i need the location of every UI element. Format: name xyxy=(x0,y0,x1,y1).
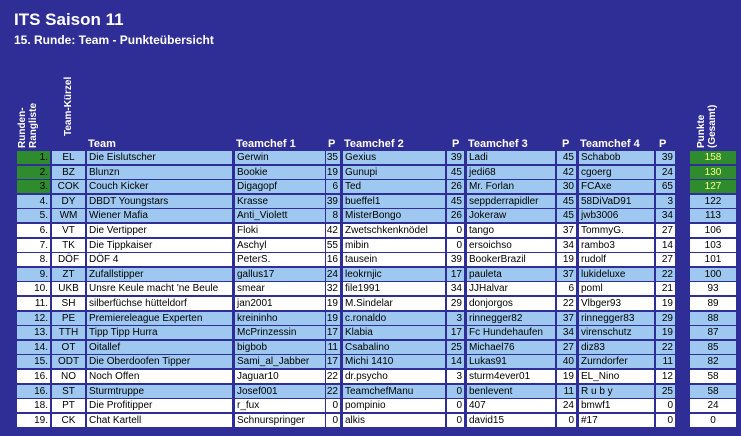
team-cell: Chat Kartell xyxy=(87,414,232,427)
teamchef1-cell: Digagopf xyxy=(235,180,325,193)
team-cell: Zufallstipper xyxy=(87,268,232,281)
team-cell: Die Eislutscher xyxy=(87,151,232,164)
p3-cell: 37 xyxy=(557,224,576,237)
p3-cell: 45 xyxy=(557,209,576,222)
code-cell: SH xyxy=(52,297,85,310)
teamchef1-cell: PeterS. xyxy=(235,253,325,266)
teamchef2-cell: mibin xyxy=(343,239,445,252)
p2-cell: 26 xyxy=(447,180,464,193)
teamchef1-cell: r_fux xyxy=(235,399,325,412)
total-cell: 101 xyxy=(690,253,736,266)
teamchef3-cell: benlevent xyxy=(467,385,555,398)
teamchef4-cell: Vlbger93 xyxy=(579,297,654,310)
code-cell: CK xyxy=(52,414,85,427)
total-cell: 103 xyxy=(690,239,736,252)
teamchef3-cell: 407 xyxy=(467,399,555,412)
teamchef2-cell: MisterBongo xyxy=(343,209,445,222)
teamchef2-cell: TeamchefManu xyxy=(343,385,445,398)
teamchef1-cell: Josef001 xyxy=(235,385,325,398)
p1-cell: 22 xyxy=(326,386,338,397)
p1-cell: 11 xyxy=(327,342,338,353)
header-p1: P xyxy=(328,138,336,150)
total-cell: 158 xyxy=(690,151,736,164)
teamchef2-cell: M.Sindelar xyxy=(343,297,445,310)
p2-cell: 14 xyxy=(447,355,464,368)
p2-cell: 0 xyxy=(447,385,464,398)
total-cell: 113 xyxy=(690,209,736,222)
team-cell: Unsre Keule macht 'ne Beule xyxy=(87,282,232,295)
total-cell: 58 xyxy=(690,370,736,383)
teamchef2-cell: Ted xyxy=(343,180,445,193)
teamchef4-cell: lukideluxe xyxy=(579,268,654,281)
rank-cell: 10. xyxy=(17,282,50,295)
teamchef4-cell: jwb3006 xyxy=(579,209,654,222)
header-tc3: Teamchef 3 xyxy=(468,138,528,150)
p4-cell: 65 xyxy=(656,180,675,193)
p1-cell: 16 xyxy=(326,254,338,265)
code-cell: EL xyxy=(52,151,85,164)
p3-cell: 45 xyxy=(557,195,576,208)
header-p2: P xyxy=(452,138,460,150)
p1-cell: 55 xyxy=(326,240,338,251)
teamchef1-cell: Sami_al_Jabber xyxy=(235,355,325,368)
p4-cell: 39 xyxy=(656,151,675,164)
teamchef3-cell: Michael76 xyxy=(467,341,555,354)
rank-cell: 9. xyxy=(17,268,50,281)
code-cell: DÖF xyxy=(52,253,85,266)
rank-cell: 3. xyxy=(17,180,50,193)
team-cell: Die Tippkaiser xyxy=(87,239,232,252)
teamchef1-cell: Bookie xyxy=(235,166,325,179)
teamchef4-cell: rambo3 xyxy=(579,239,654,252)
p3-cell: 30 xyxy=(557,180,576,193)
total-cell: 88 xyxy=(690,312,736,325)
p4-cell: 3 xyxy=(656,195,675,208)
teamchef3-cell: rinnegger82 xyxy=(467,312,555,325)
p2-cell: 45 xyxy=(447,195,464,208)
header-total: Punkte (Gesamt) xyxy=(696,104,718,148)
teamchef1-cell: McPrinzessin xyxy=(235,326,325,339)
p2-cell: 29 xyxy=(447,297,464,310)
p4-cell: 25 xyxy=(656,385,675,398)
teamchef1-cell: Floki xyxy=(235,224,325,237)
teamchef2-cell: bueffel1 xyxy=(343,195,445,208)
teamchef4-cell: Schabob xyxy=(579,151,654,164)
rank-cell: 12. xyxy=(17,312,50,325)
teamchef2-cell: Csabalino xyxy=(343,341,445,354)
teamchef3-cell: Mr. Forlan xyxy=(467,180,555,193)
teamchef1-cell: smear xyxy=(235,282,325,295)
teamchef2-cell: alkis xyxy=(343,414,445,427)
teamchef1-cell: Aschyl xyxy=(235,239,325,252)
team-cell: Premiereleague Experten xyxy=(87,312,232,325)
team-cell: Die Profitipper xyxy=(87,399,232,412)
p1-cell: 8 xyxy=(326,209,340,222)
team-cell: DÖF 4 xyxy=(87,253,232,266)
header-p3: P xyxy=(562,138,570,150)
code-cell: TK xyxy=(52,239,85,252)
p4-cell: 21 xyxy=(656,282,675,295)
code-cell: COK xyxy=(52,180,85,193)
teamchef3-cell: pauleta xyxy=(467,268,555,281)
total-cell: 127 xyxy=(690,180,736,193)
p1-cell: 6 xyxy=(326,180,340,193)
teamchef4-cell: rudolf xyxy=(579,253,654,266)
teamchef3-cell: sturm4ever01 xyxy=(467,370,555,383)
teamchef4-cell: EL_Nino xyxy=(579,370,654,383)
team-cell: silberfüchse hütteldorf xyxy=(87,297,232,310)
total-cell: 93 xyxy=(690,282,736,295)
teamchef3-cell: BookerBrazil xyxy=(467,253,555,266)
rank-cell: 18. xyxy=(17,399,50,412)
header-kuerzel: Team-Kürzel xyxy=(63,76,74,136)
teamchef3-cell: donjorgos xyxy=(467,297,555,310)
teamchef3-cell: Lukas91 xyxy=(467,355,555,368)
p4-cell: 19 xyxy=(656,326,675,339)
p2-cell: 34 xyxy=(447,282,464,295)
teamchef2-cell: Gexius xyxy=(343,151,445,164)
header-rank: Runden-Rangliste xyxy=(17,102,39,148)
teamchef4-cell: TommyG. xyxy=(579,224,654,237)
p4-cell: 27 xyxy=(656,224,675,237)
p4-cell: 11 xyxy=(656,355,675,368)
total-cell: 130 xyxy=(690,166,736,179)
teamchef1-cell: Gerwin xyxy=(235,151,325,164)
team-cell: Die Vertipper xyxy=(87,224,232,237)
teamchef3-cell: Fc Hundehaufen xyxy=(467,326,555,339)
rank-cell: 7. xyxy=(17,239,50,252)
code-cell: NO xyxy=(52,370,85,383)
p3-cell: 24 xyxy=(557,399,576,412)
p4-cell: 12 xyxy=(656,370,675,383)
total-cell: 0 xyxy=(690,414,736,427)
teamchef1-cell: Jaguar10 xyxy=(235,370,325,383)
p2-cell: 17 xyxy=(447,268,464,281)
teamchef2-cell: Gunupi xyxy=(343,166,445,179)
rank-cell: 1. xyxy=(17,151,50,164)
teamchef2-cell: dr.psycho xyxy=(343,370,445,383)
total-cell: 58 xyxy=(690,385,736,398)
teamchef1-cell: gallus17 xyxy=(235,268,325,281)
teamchef3-cell: david15 xyxy=(467,414,555,427)
teamchef3-cell: Ladi xyxy=(467,151,555,164)
teamchef1-cell: kreininho xyxy=(235,312,325,325)
teamchef3-cell: ersoichso xyxy=(467,239,555,252)
code-cell: TTH xyxy=(52,326,85,339)
header-tc1: Teamchef 1 xyxy=(236,138,296,150)
p3-cell: 42 xyxy=(557,166,576,179)
p2-cell: 25 xyxy=(447,341,464,354)
p1-cell: 17 xyxy=(326,356,338,367)
p2-cell: 17 xyxy=(447,326,464,339)
total-cell: 87 xyxy=(690,326,736,339)
header-p4: P xyxy=(659,138,667,150)
teamchef4-cell: diz83 xyxy=(579,341,654,354)
p1-cell: 35 xyxy=(326,152,338,163)
p1-cell: 24 xyxy=(326,269,338,280)
p4-cell: 34 xyxy=(656,209,675,222)
p3-cell: 34 xyxy=(557,326,576,339)
team-cell: Noch Offen xyxy=(87,370,232,383)
code-cell: UKB xyxy=(52,282,85,295)
code-cell: BZ xyxy=(52,166,85,179)
teamchef4-cell: Zurndorfer xyxy=(579,355,654,368)
teamchef2-cell: Klabia xyxy=(343,326,445,339)
teamchef3-cell: seppderrapidler xyxy=(467,195,555,208)
header-team: Team xyxy=(88,138,116,150)
p4-cell: 22 xyxy=(656,268,675,281)
p1-cell: 0 xyxy=(326,399,340,412)
code-cell: OT xyxy=(52,341,85,354)
code-cell: ST xyxy=(52,385,85,398)
team-cell: Tipp Tipp Hurra xyxy=(87,326,232,339)
teamchef3-cell: tango xyxy=(467,224,555,237)
p2-cell: 39 xyxy=(447,151,464,164)
rank-cell: 8. xyxy=(17,253,50,266)
p2-cell: 45 xyxy=(447,166,464,179)
teamchef3-cell: jedi68 xyxy=(467,166,555,179)
subtitle: 15. Runde: Team - Punkteübersicht xyxy=(14,33,214,47)
p1-cell: 19 xyxy=(326,298,338,309)
teamchef3-cell: JJHalvar xyxy=(467,282,555,295)
rank-cell: 4. xyxy=(17,195,50,208)
teamchef2-cell: Zwetschkenknödel xyxy=(343,224,445,237)
p1-cell: 0 xyxy=(326,414,340,427)
rank-cell: 2. xyxy=(17,166,50,179)
total-cell: 24 xyxy=(690,399,736,412)
total-cell: 122 xyxy=(690,195,736,208)
rank-cell: 19. xyxy=(17,414,50,427)
p2-cell: 0 xyxy=(447,399,464,412)
total-cell: 89 xyxy=(690,297,736,310)
p2-cell: 26 xyxy=(447,209,464,222)
total-cell: 106 xyxy=(690,224,736,237)
teamchef4-cell: #17 xyxy=(579,414,654,427)
rank-cell: 11. xyxy=(17,297,50,310)
p4-cell: 27 xyxy=(656,253,675,266)
teamchef1-cell: Schnurspringer xyxy=(235,414,325,427)
p4-cell: 0 xyxy=(656,414,675,427)
teamchef4-cell: cgoerg xyxy=(579,166,654,179)
teamchef2-cell: file1991 xyxy=(343,282,445,295)
team-cell: Couch Kicker xyxy=(87,180,232,193)
code-cell: VT xyxy=(52,224,85,237)
teamchef2-cell: c.ronaldo xyxy=(343,312,445,325)
p1-cell: 42 xyxy=(326,225,338,236)
rank-cell: 13. xyxy=(17,326,50,339)
team-cell: Sturmtruppe xyxy=(87,385,232,398)
rank-cell: 15. xyxy=(17,355,50,368)
title: ITS Saison 11 xyxy=(14,10,124,29)
p4-cell: 19 xyxy=(656,297,675,310)
teamchef2-cell: leokrnjic xyxy=(343,268,445,281)
p1-cell: 17 xyxy=(326,327,338,338)
code-cell: DY xyxy=(52,195,85,208)
teamchef4-cell: 58DiVaD91 xyxy=(579,195,654,208)
total-cell: 100 xyxy=(690,268,736,281)
p2-cell: 3 xyxy=(447,370,464,383)
teamchef2-cell: tausein xyxy=(343,253,445,266)
p1-cell: 32 xyxy=(326,283,338,294)
teamchef1-cell: Anti_Violett xyxy=(235,209,325,222)
p1-cell: 19 xyxy=(326,313,338,324)
rank-cell: 6. xyxy=(17,224,50,237)
teamchef2-cell: pompinio xyxy=(343,399,445,412)
p3-cell: 37 xyxy=(557,312,576,325)
p1-cell: 22 xyxy=(326,371,338,382)
rank-cell: 14. xyxy=(17,341,50,354)
teamchef4-cell: FCAxe xyxy=(579,180,654,193)
total-cell: 85 xyxy=(690,341,736,354)
p3-cell: 0 xyxy=(557,414,576,427)
teamchef1-cell: jan2001 xyxy=(235,297,325,310)
p3-cell: 22 xyxy=(557,297,576,310)
teamchef1-cell: Krasse xyxy=(235,195,325,208)
p4-cell: 14 xyxy=(656,239,675,252)
p3-cell: 19 xyxy=(557,253,576,266)
team-cell: Blunzn xyxy=(87,166,232,179)
p3-cell: 37 xyxy=(557,268,576,281)
p2-cell: 0 xyxy=(447,239,464,252)
rank-cell: 16. xyxy=(17,385,50,398)
team-cell: Die Oberdoofen Tipper xyxy=(87,355,232,368)
p2-cell: 3 xyxy=(447,312,464,325)
code-cell: PT xyxy=(52,399,85,412)
p3-cell: 27 xyxy=(557,341,576,354)
header-tc4: Teamchef 4 xyxy=(580,138,640,150)
team-cell: Oitallef xyxy=(87,341,232,354)
p1-cell: 39 xyxy=(326,196,338,207)
rank-cell: 16. xyxy=(17,370,50,383)
code-cell: WM xyxy=(52,209,85,222)
code-cell: ZT xyxy=(52,268,85,281)
p4-cell: 29 xyxy=(656,312,675,325)
p2-cell: 39 xyxy=(447,253,464,266)
p3-cell: 34 xyxy=(557,239,576,252)
teamchef1-cell: bigbob xyxy=(235,341,325,354)
p3-cell: 6 xyxy=(557,282,576,295)
p4-cell: 24 xyxy=(656,166,675,179)
teamchef4-cell: poml xyxy=(579,282,654,295)
code-cell: ODT xyxy=(52,355,85,368)
p1-cell: 19 xyxy=(326,167,338,178)
teamchef2-cell: Michi 1410 xyxy=(343,355,445,368)
header-tc2: Teamchef 2 xyxy=(344,138,404,150)
teamchef4-cell: virenschutz xyxy=(579,326,654,339)
p3-cell: 40 xyxy=(557,355,576,368)
p3-cell: 19 xyxy=(557,370,576,383)
rank-cell: 5. xyxy=(17,209,50,222)
p3-cell: 45 xyxy=(557,151,576,164)
teamchef4-cell: R u b y xyxy=(579,385,654,398)
p4-cell: 0 xyxy=(656,399,675,412)
p2-cell: 0 xyxy=(447,414,464,427)
code-cell: PE xyxy=(52,312,85,325)
teamchef4-cell: bmwf1 xyxy=(579,399,654,412)
teamchef3-cell: Jokeraw xyxy=(467,209,555,222)
p3-cell: 11 xyxy=(557,385,576,398)
team-cell: Wiener Mafia xyxy=(87,209,232,222)
total-cell: 82 xyxy=(690,355,736,368)
teamchef4-cell: rinnegger83 xyxy=(579,312,654,325)
p2-cell: 0 xyxy=(447,224,464,237)
team-cell: DBDT Youngstars xyxy=(87,195,232,208)
p4-cell: 22 xyxy=(656,341,675,354)
